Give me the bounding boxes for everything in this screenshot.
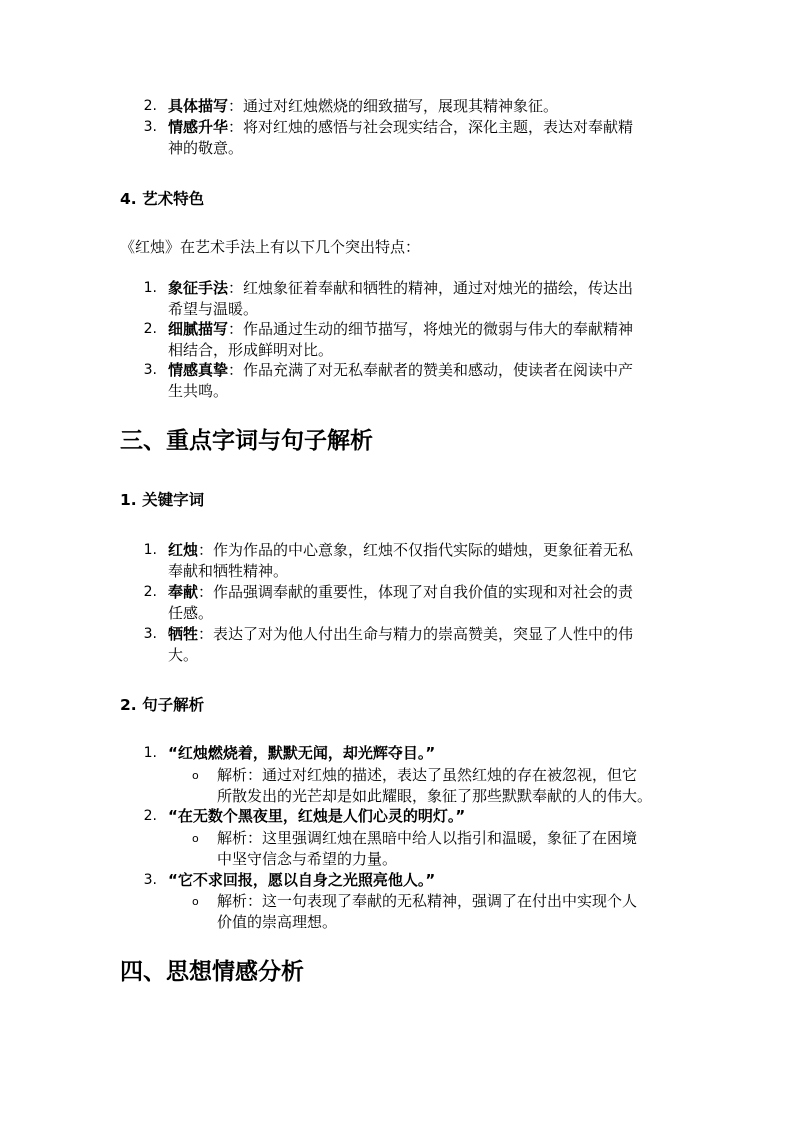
list-term: 奉献	[168, 583, 199, 601]
sub-bullet-icon: o	[192, 832, 199, 845]
list-term: 具体描写	[168, 97, 229, 115]
list-text: 通过对红烛燃烧的细致描写，展现其精神象征。	[243, 97, 559, 115]
sentence-analysis-continuation: 所散发出的光芒却是如此耀眼，象征了那些默默奉献的人的伟大。	[217, 787, 653, 805]
sentence-analysis-continuation: 价值的崇高理想。	[217, 913, 338, 931]
list-number: 1.	[143, 542, 157, 558]
list-number: 3.	[143, 872, 157, 888]
list-text-continuation: 希望与温暖。	[168, 300, 259, 318]
list-item	[168, 540, 633, 561]
list-number: 3.	[143, 626, 157, 642]
art-features-intro: 《红烛》在艺术手法上有以下几个突出特点：	[120, 238, 421, 256]
list-text-continuation: 任感。	[168, 604, 214, 622]
list-item	[168, 360, 633, 381]
list-term: 细腻描写	[168, 320, 229, 338]
list-text-continuation: 奉献和牺牲精神。	[168, 562, 289, 580]
list-text: 将对红烛的感悟与社会现实结合，深化主题，表达对奉献精	[243, 118, 634, 136]
list-number: 2.	[143, 808, 157, 824]
sentence-quote: “在无数个黑夜里，红烛是人们心灵的明灯。”	[168, 807, 466, 825]
list-text: 作品充满了对无私奉献者的赞美和感动，使读者在阅读中产	[243, 361, 634, 379]
list-term: 情感升华	[168, 118, 229, 136]
sentence-quote: “它不求回报，愿以自身之光照亮他人。”	[168, 871, 436, 889]
list-term: 红烛	[168, 541, 199, 559]
sentence-analysis: 解析：这一句表现了奉献的无私精神，强调了在付出中实现个人	[217, 892, 638, 910]
term-separator: ：	[198, 541, 214, 559]
list-item	[168, 117, 633, 138]
list-term: 情感真挚	[168, 361, 229, 379]
term-separator: ：	[198, 625, 214, 643]
term-separator: ：	[228, 279, 244, 297]
term-separator: ：	[228, 320, 244, 338]
sentence-analysis: 解析：通过对红烛的描述，表达了虽然红烛的存在被忽视，但它	[217, 766, 638, 784]
list-item	[168, 582, 633, 603]
list-item	[168, 96, 558, 117]
list-item	[168, 624, 633, 645]
sentence-quote: “红烛燃烧着，默默无闻，却光辉夺目。”	[168, 744, 436, 762]
list-text: 作品强调奉献的重要性，体现了对自我价值的实现和对社会的责	[213, 583, 634, 601]
sub-bullet-icon: o	[192, 769, 199, 782]
term-separator: ：	[228, 361, 244, 379]
list-number: 2.	[143, 584, 157, 600]
section-four-title: 四、思想情感分析	[120, 959, 304, 985]
list-number: 2.	[143, 98, 157, 114]
section-three-title: 三、重点字词与句子解析	[120, 428, 373, 454]
list-text: 红烛象征着奉献和牺牲的精神，通过对烛光的描绘，传达出	[243, 279, 634, 297]
list-term: 牺牲	[168, 625, 199, 643]
list-number: 1.	[143, 745, 157, 761]
sentence-analysis-continuation: 中坚守信念与希望的力量。	[217, 850, 398, 868]
list-text-continuation: 神的敬意。	[168, 139, 244, 157]
list-term: 象征手法	[168, 279, 229, 297]
term-separator: ：	[228, 97, 244, 115]
sub-bullet-icon: o	[192, 895, 199, 908]
list-text: 表达了对为他人付出生命与精力的崇高赞美，突显了人性中的伟	[213, 625, 634, 643]
sentences-heading: 2. 句子解析	[120, 696, 205, 714]
list-text-continuation: 生共鸣。	[168, 382, 229, 400]
list-text-continuation: 大。	[168, 646, 199, 664]
list-item	[168, 319, 633, 340]
list-number: 3.	[143, 362, 157, 378]
list-text: 作品通过生动的细节描写，将烛光的微弱与伟大的奉献精神	[243, 320, 634, 338]
list-number: 3.	[143, 119, 157, 135]
term-separator: ：	[228, 118, 244, 136]
keywords-heading: 1. 关键字词	[120, 491, 205, 509]
list-item	[168, 278, 633, 299]
art-features-heading: 4. 艺术特色	[120, 190, 205, 208]
term-separator: ：	[198, 583, 214, 601]
list-number: 1.	[143, 280, 157, 296]
list-text: 作为作品的中心意象，红烛不仅指代实际的蜡烛，更象征着无私	[213, 541, 634, 559]
list-text-continuation: 相结合，形成鲜明对比。	[168, 341, 334, 359]
sentence-analysis: 解析：这里强调红烛在黑暗中给人以指引和温暖，象征了在困境	[217, 829, 638, 847]
list-number: 2.	[143, 321, 157, 337]
